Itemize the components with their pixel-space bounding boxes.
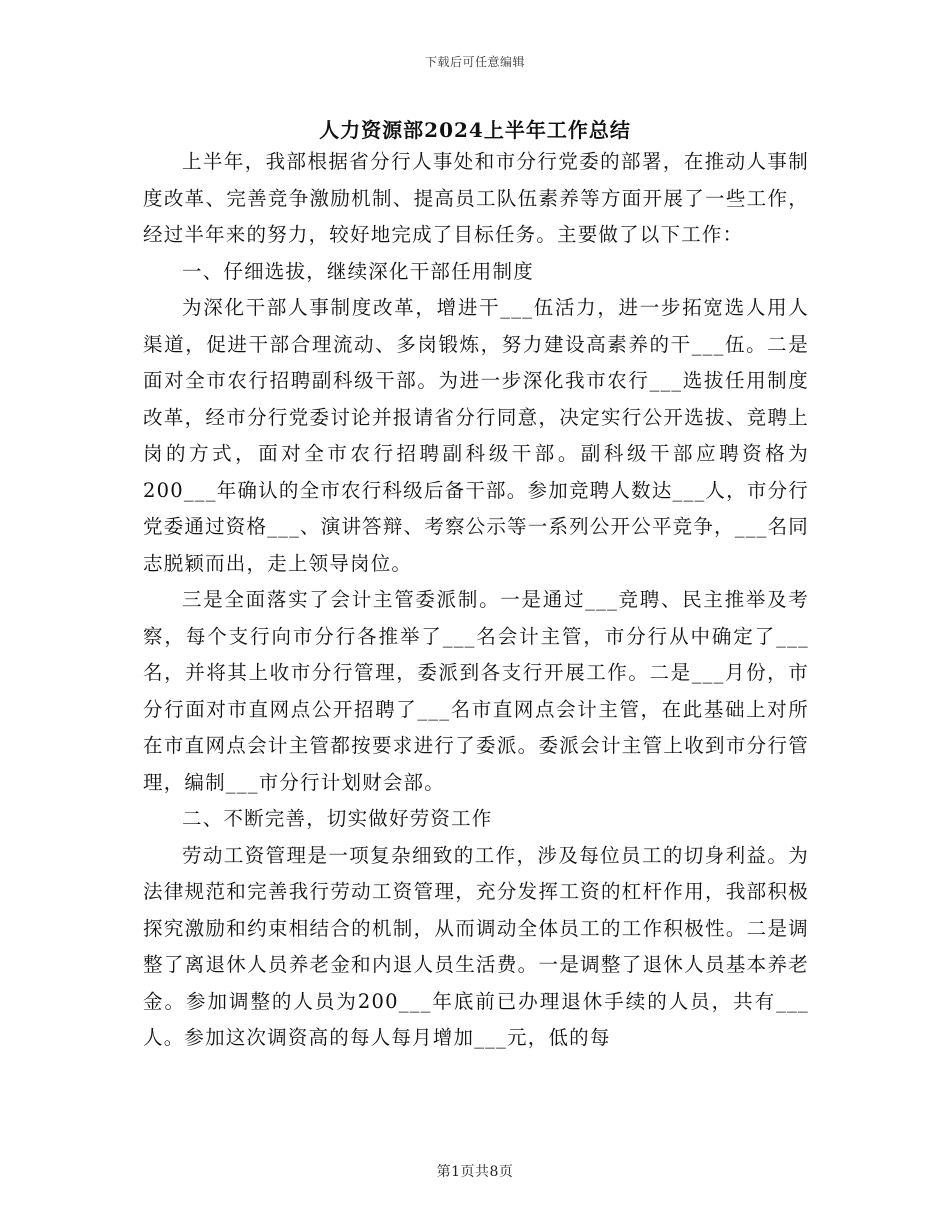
document-title: 人力资源部2024上半年工作总结 xyxy=(319,118,631,142)
paragraph-cadre-selection: 为深化干部人事制度改革，增进干___伍活力，进一步拓宽选人用人渠道，促进干部合理流动、多岗锻炼，努力建设高素养的干___伍。二是面对全市农行招聘副科级干部。为进一步深化我市农行___选拔任用制度改革，经市分行党委讨论并报请省分行同意，决定实行公开选拔、竞聘上岗的方式，面对全市农行招聘副科级干部。副科级干部应聘资格为200___年确认的全市农行科级后备干部。参加竞聘人数达___人，市分行党委通过资格___、演讲答辩、考察公示等一系列公开公平竞争，___名同志脱颖而出，走上领导岗位。 xyxy=(143,296,810,575)
paragraph-accounting-supervisor: 三是全面落实了会计主管委派制。一是通过___竞聘、民主推举及考察，每个支行向市分行各推举了___名会计主管，市分行从中确定了___名，并将其上收市分行管理，委派到各支行开展工作。二是___月份，市分行面对市直网点公开招聘了___名市直网点会计主管，在此基础上对所在市直网点会计主管都按要求进行了委派。委派会计主管上收到市分行管理，编制___市分行计划财会部。 xyxy=(143,588,809,794)
paragraph-intro: 上半年，我部根据省分行人事处和市分行党委的部署，在推动人事制度改革、完善竞争激励机制、提高员工队伍素养等方面开展了一些工作，经过半年来的努力，较好地完成了目标任务。主要做了以下工作： xyxy=(143,150,809,246)
page-number: 第1页共8页 xyxy=(436,1164,514,1180)
header-note: 下载后可任意编辑 xyxy=(424,55,525,69)
section-heading-1: 一、仔细选拔，继续深化干部任用制度 xyxy=(182,259,534,283)
paragraph-labor-wages: 劳动工资管理是一项复杂细致的工作，涉及每位员工的切身利益。为法律规范和完善我行劳动工资管理，充分发挥工资的杠杆作用，我部积极探究激励和约束相结合的机制，从而调动全体员工的工作积极性。二是调整了离退休人员养老金和内退人员生活费。一是调整了退休人员基本养老金。参加调整的人员为200___年底前已办理退休手续的人员，共有___人。参加这次调资高的每人每月增加___元，低的每 xyxy=(143,843,809,1049)
document-body xyxy=(143,144,809,1057)
section-heading-2: 二、不断完善，切实做好劳资工作 xyxy=(182,807,493,830)
